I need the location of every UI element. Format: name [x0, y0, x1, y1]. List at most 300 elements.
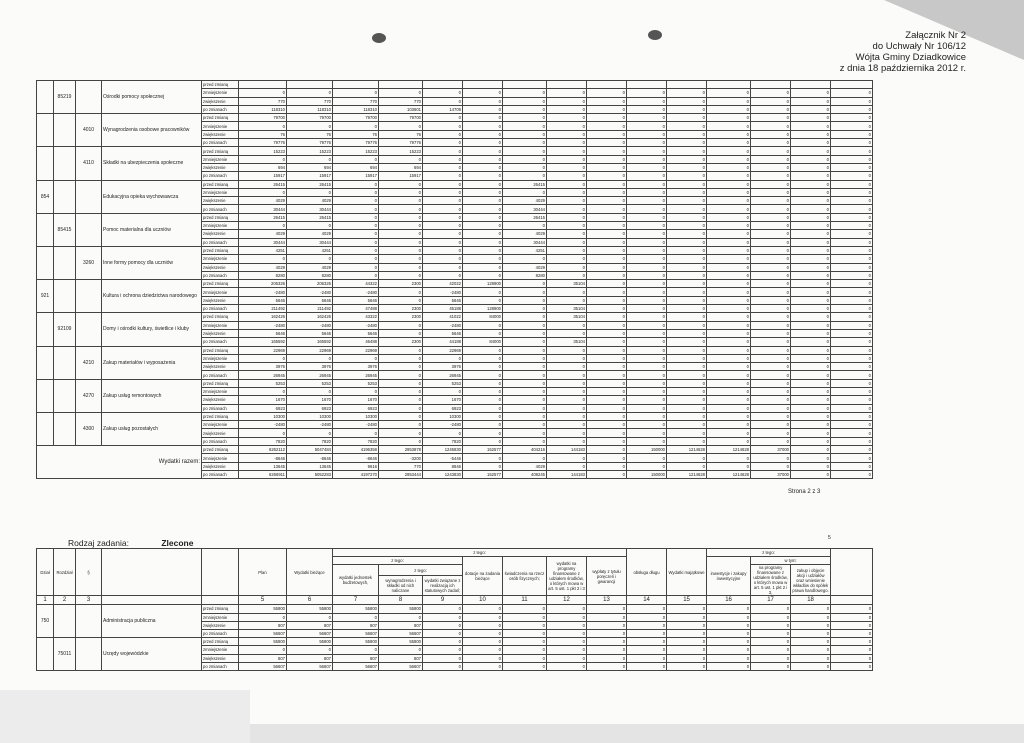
value-cell: 0 — [831, 454, 873, 462]
value-cell: 13645 — [239, 462, 287, 470]
value-cell: 0 — [423, 646, 463, 654]
value-cell: 0 — [667, 89, 707, 97]
section-value: Zlecone — [161, 538, 194, 548]
value-cell: 22969 — [423, 346, 463, 354]
column-number: 18 — [791, 596, 831, 605]
value-cell: 0 — [791, 213, 831, 221]
value-cell: 0 — [547, 379, 587, 387]
value-cell: 0 — [587, 354, 627, 362]
value-cell: 0 — [791, 172, 831, 180]
table-row — [37, 246, 873, 254]
value-cell: 0 — [463, 387, 503, 395]
value-cell: 0 — [423, 188, 463, 196]
value-cell: 0 — [463, 147, 503, 155]
value-cell: 0 — [707, 205, 751, 213]
value-cell: 0 — [627, 613, 667, 621]
value-cell: 76 — [333, 130, 379, 138]
value-cell: 0 — [751, 387, 791, 395]
value-cell: 0 — [831, 605, 873, 613]
value-cell: 0 — [791, 379, 831, 387]
value-cell: 0 — [707, 321, 751, 329]
value-cell: 15917 — [379, 172, 423, 180]
value-cell: 0 — [751, 255, 791, 263]
total-label: Wydatki razem: — [37, 446, 202, 479]
value-cell: 26415 — [287, 213, 333, 221]
value-cell: 0 — [627, 163, 667, 171]
header-cell: § — [76, 549, 102, 596]
value-cell: 0 — [751, 139, 791, 147]
value-cell: 0 — [707, 263, 751, 271]
value-cell: 0 — [379, 255, 423, 263]
value-cell: 0 — [667, 371, 707, 379]
value-cell: 0 — [831, 346, 873, 354]
code-cell — [54, 346, 76, 379]
header-cell — [102, 549, 202, 596]
value-cell: 0 — [547, 454, 587, 462]
row-label: po zmianach — [202, 205, 239, 213]
header-cell: Plan — [239, 549, 287, 596]
value-cell: 0 — [333, 205, 379, 213]
value-cell: 0 — [627, 280, 667, 288]
value-cell: 0 — [333, 387, 379, 395]
value-cell: 13645 — [287, 462, 333, 470]
value-cell: 0 — [587, 230, 627, 238]
value-cell: 0 — [791, 205, 831, 213]
value-cell: 76 — [287, 130, 333, 138]
header-cell: z tego: — [379, 565, 463, 575]
value-cell: 0 — [463, 139, 503, 147]
row-label: zwiększenie — [202, 462, 239, 470]
value-cell: 0 — [423, 387, 463, 395]
value-cell: 118310 — [287, 105, 333, 113]
value-cell: 0 — [667, 205, 707, 213]
value-cell: 0 — [503, 404, 547, 412]
value-cell: 0 — [667, 263, 707, 271]
value-cell: 0 — [503, 638, 547, 646]
value-cell: 30444 — [503, 205, 547, 213]
value-cell: 0 — [627, 321, 667, 329]
value-cell: 44188 — [423, 338, 463, 346]
item-name: Wynagrodzenia osobowe pracowników — [102, 114, 202, 147]
value-cell: 0 — [751, 354, 791, 362]
value-cell: 0 — [751, 429, 791, 437]
value-cell: 0 — [831, 446, 873, 454]
value-cell: 0 — [791, 197, 831, 205]
value-cell: 0 — [587, 638, 627, 646]
column-number — [102, 596, 202, 605]
value-cell: 0 — [791, 621, 831, 629]
value-cell: 6923 — [287, 404, 333, 412]
code-cell: 4300 — [76, 412, 102, 445]
value-cell: 0 — [463, 230, 503, 238]
code-cell — [54, 379, 76, 412]
value-cell: 0 — [791, 654, 831, 662]
value-cell: 2300 — [379, 313, 423, 321]
value-cell: 0 — [831, 163, 873, 171]
code-cell — [76, 605, 102, 638]
value-cell: 0 — [667, 646, 707, 654]
value-cell: 0 — [587, 139, 627, 147]
value-cell: 0 — [423, 114, 463, 122]
row-label: zwiększenie — [202, 621, 239, 629]
value-cell: 694 — [239, 163, 287, 171]
value-cell: 55800 — [287, 638, 333, 646]
value-cell: 0 — [239, 429, 287, 437]
value-cell: 0 — [751, 197, 791, 205]
value-cell: 0 — [831, 313, 873, 321]
value-cell: 0 — [831, 396, 873, 404]
value-cell: 0 — [239, 222, 287, 230]
value-cell: 0 — [547, 654, 587, 662]
row-label: po zmianach — [202, 172, 239, 180]
value-cell: -8646 — [287, 454, 333, 462]
value-cell: 0 — [667, 462, 707, 470]
value-cell: 0 — [751, 454, 791, 462]
value-cell: 26945 — [287, 371, 333, 379]
value-cell: 807 — [239, 621, 287, 629]
value-cell: 5646 — [333, 296, 379, 304]
value-cell: 0 — [379, 429, 423, 437]
table-row — [37, 379, 873, 387]
value-cell: 0 — [627, 205, 667, 213]
value-cell: -2480 — [287, 421, 333, 429]
value-cell: 0 — [503, 321, 547, 329]
column-number: 3 — [76, 596, 102, 605]
value-cell: 0 — [547, 621, 587, 629]
code-cell — [37, 147, 54, 180]
value-cell: 0 — [239, 387, 287, 395]
value-cell: 22969 — [239, 346, 287, 354]
value-cell: 0 — [667, 271, 707, 279]
value-cell: 1214628 — [667, 446, 707, 454]
value-cell: 0 — [831, 89, 873, 97]
value-cell: 0 — [547, 404, 587, 412]
value-cell: 0 — [627, 180, 667, 188]
value-cell: 10300 — [239, 412, 287, 420]
value-cell: 0 — [463, 180, 503, 188]
value-cell: 0 — [463, 321, 503, 329]
value-cell: 37000 — [751, 446, 791, 454]
value-cell: 0 — [667, 230, 707, 238]
code-cell — [54, 605, 76, 638]
value-cell: 0 — [831, 280, 873, 288]
value-cell: 0 — [667, 638, 707, 646]
value-cell: 0 — [503, 288, 547, 296]
value-cell: 0 — [707, 605, 751, 613]
column-number: 13 — [587, 596, 627, 605]
value-cell: 0 — [463, 605, 503, 613]
value-cell: 0 — [831, 97, 873, 105]
value-cell: 0 — [503, 629, 547, 637]
value-cell: 144183 — [547, 470, 587, 478]
row-label: zwiększenie — [202, 197, 239, 205]
value-cell: 0 — [503, 371, 547, 379]
value-cell: 0 — [627, 654, 667, 662]
header-line: Załącznik Nr 2 — [905, 30, 966, 41]
value-cell: 0 — [379, 122, 423, 130]
value-cell: 0 — [503, 354, 547, 362]
code-cell — [37, 81, 54, 114]
row-label: po zmianach — [202, 404, 239, 412]
header-cell: w tym: — [751, 557, 831, 565]
value-cell: 0 — [791, 122, 831, 130]
value-cell: 0 — [587, 122, 627, 130]
value-cell: 0 — [707, 329, 751, 337]
value-cell: 6923 — [423, 404, 463, 412]
value-cell: 0 — [831, 371, 873, 379]
code-cell: 4010 — [76, 114, 102, 147]
value-cell: 0 — [463, 638, 503, 646]
row-label: przed zmianą — [202, 638, 239, 646]
item-name: Ośrodki pomocy społecznej — [102, 81, 202, 114]
value-cell: 0 — [791, 97, 831, 105]
value-cell: 0 — [379, 371, 423, 379]
value-cell: 165592 — [239, 338, 287, 346]
value-cell: 408245 — [503, 470, 547, 478]
value-cell: 0 — [707, 638, 751, 646]
value-cell: 0 — [547, 329, 587, 337]
value-cell: 0 — [547, 412, 587, 420]
value-cell: 0 — [463, 346, 503, 354]
value-cell: 0 — [707, 213, 751, 221]
value-cell: 0 — [547, 421, 587, 429]
value-cell: 0 — [333, 122, 379, 130]
value-cell: 0 — [423, 213, 463, 221]
value-cell: 0 — [463, 429, 503, 437]
value-cell: 0 — [547, 638, 587, 646]
value-cell: 206326 — [239, 280, 287, 288]
value-cell: 0 — [831, 412, 873, 420]
column-number: 14 — [627, 596, 667, 605]
table-row — [37, 114, 873, 122]
row-label: po zmianach — [202, 437, 239, 445]
value-cell: 0 — [547, 222, 587, 230]
value-cell: 807 — [287, 621, 333, 629]
value-cell: 6266911 — [239, 470, 287, 478]
value-cell: 0 — [463, 613, 503, 621]
value-cell: 0 — [627, 105, 667, 113]
column-number — [202, 596, 239, 605]
value-cell: 0 — [751, 396, 791, 404]
value-cell: 5253 — [423, 379, 463, 387]
header-cell: z tego: — [333, 549, 627, 557]
value-cell: 0 — [463, 437, 503, 445]
value-cell: 0 — [751, 130, 791, 138]
value-cell: 0 — [503, 421, 547, 429]
value-cell: 0 — [423, 354, 463, 362]
header-cell: inwestycje i zakupy inwestycyjne — [707, 557, 751, 596]
value-cell: 0 — [751, 305, 791, 313]
value-cell: 0 — [707, 338, 751, 346]
value-cell: 0 — [379, 387, 423, 395]
value-cell: 694 — [287, 163, 333, 171]
value-cell: 0 — [667, 180, 707, 188]
value-cell: 162426 — [239, 313, 287, 321]
value-cell: 0 — [547, 97, 587, 105]
value-cell: 0 — [463, 621, 503, 629]
value-cell: 0 — [707, 122, 751, 130]
value-cell: 0 — [791, 462, 831, 470]
value-cell: 0 — [831, 654, 873, 662]
value-cell: 0 — [627, 363, 667, 371]
value-cell: 0 — [707, 238, 751, 246]
punch-hole — [372, 33, 386, 43]
row-label: zmniejszenie — [202, 613, 239, 621]
code-cell — [54, 180, 76, 213]
value-cell: 0 — [503, 105, 547, 113]
value-cell: -5446 — [423, 454, 463, 462]
value-cell: 0 — [667, 346, 707, 354]
value-cell: 0 — [547, 605, 587, 613]
value-cell: 0 — [751, 122, 791, 130]
row-label: przed zmianą — [202, 246, 239, 254]
value-cell: 0 — [791, 329, 831, 337]
value-cell: 0 — [463, 238, 503, 246]
value-cell: 0 — [751, 172, 791, 180]
value-cell: 0 — [463, 205, 503, 213]
value-cell: 0 — [707, 654, 751, 662]
row-label: przed zmianą — [202, 605, 239, 613]
value-cell: 55800 — [379, 638, 423, 646]
value-cell: 4251 — [287, 246, 333, 254]
value-cell: 0 — [707, 646, 751, 654]
value-cell: -2480 — [239, 421, 287, 429]
value-cell: 0 — [463, 222, 503, 230]
value-cell: 0 — [627, 114, 667, 122]
value-cell: 0 — [627, 605, 667, 613]
header-cell: wydatki jednostek budżetowych, — [333, 565, 379, 596]
value-cell: 0 — [587, 605, 627, 613]
value-cell: 0 — [287, 89, 333, 97]
row-label: zwiększenie — [202, 396, 239, 404]
value-cell: 0 — [463, 130, 503, 138]
value-cell: 0 — [831, 130, 873, 138]
value-cell: 0 — [627, 379, 667, 387]
row-label: przed zmianą — [202, 446, 239, 454]
row-label: przed zmianą — [202, 412, 239, 420]
section-label: Rodzaj zadania: — [68, 538, 129, 548]
value-cell: 8846 — [423, 462, 463, 470]
value-cell: 0 — [239, 354, 287, 362]
value-cell: 0 — [751, 222, 791, 230]
row-label: po zmianach — [202, 305, 239, 313]
value-cell: 0 — [707, 271, 751, 279]
value-cell: 128900 — [463, 280, 503, 288]
value-cell: 0 — [791, 114, 831, 122]
value-cell: 0 — [379, 155, 423, 163]
value-cell: 0 — [463, 197, 503, 205]
value-cell: 0 — [667, 429, 707, 437]
value-cell: 0 — [707, 412, 751, 420]
value-cell: 0 — [423, 246, 463, 254]
value-cell: 0 — [627, 97, 667, 105]
value-cell: 0 — [239, 255, 287, 263]
value-cell: 0 — [667, 654, 707, 662]
value-cell: 0 — [791, 646, 831, 654]
value-cell: 0 — [547, 629, 587, 637]
value-cell: 44322 — [333, 280, 379, 288]
value-cell: 1670 — [239, 396, 287, 404]
value-cell: 0 — [463, 629, 503, 637]
value-cell — [547, 81, 587, 89]
value-cell: 0 — [587, 371, 627, 379]
value-cell: 0 — [751, 379, 791, 387]
code-cell — [37, 313, 54, 346]
header-cell: Rozdział — [54, 549, 76, 596]
value-cell: 56607 — [379, 662, 423, 670]
value-cell: 5646 — [333, 329, 379, 337]
value-cell: 0 — [751, 263, 791, 271]
value-cell: 0 — [667, 404, 707, 412]
value-cell: 0 — [627, 263, 667, 271]
value-cell: 0 — [503, 280, 547, 288]
value-cell: 0 — [627, 155, 667, 163]
value-cell: 0 — [791, 429, 831, 437]
value-cell: 0 — [587, 629, 627, 637]
value-cell: 0 — [379, 421, 423, 429]
value-cell: 0 — [627, 329, 667, 337]
value-cell: 0 — [587, 321, 627, 329]
value-cell: 0 — [627, 621, 667, 629]
value-cell: 0 — [503, 363, 547, 371]
value-cell: 0 — [791, 470, 831, 478]
value-cell: 5646 — [287, 329, 333, 337]
value-cell: 45188 — [423, 305, 463, 313]
value-cell: 0 — [587, 613, 627, 621]
column-number: 11 — [503, 596, 547, 605]
value-cell: 0 — [333, 255, 379, 263]
value-cell: 0 — [627, 222, 667, 230]
value-cell: 0 — [831, 255, 873, 263]
value-cell: 0 — [463, 163, 503, 171]
value-cell: 770 — [379, 462, 423, 470]
code-cell — [37, 213, 54, 246]
value-cell: 0 — [831, 387, 873, 395]
code-cell — [76, 280, 102, 313]
value-cell: 0 — [587, 238, 627, 246]
value-cell: 0 — [707, 139, 751, 147]
value-cell: 0 — [463, 172, 503, 180]
value-cell: 56607 — [333, 662, 379, 670]
value-cell: 0 — [503, 313, 547, 321]
value-cell: -2480 — [423, 421, 463, 429]
value-cell: 0 — [627, 629, 667, 637]
table-row — [37, 147, 873, 155]
value-cell: 0 — [423, 613, 463, 621]
expenditure-table — [36, 80, 873, 479]
value-cell: 0 — [587, 89, 627, 97]
value-cell: 7820 — [333, 437, 379, 445]
value-cell: 0 — [423, 222, 463, 230]
value-cell: 0 — [751, 288, 791, 296]
value-cell: 0 — [547, 462, 587, 470]
row-label: zwiększenie — [202, 130, 239, 138]
value-cell: 0 — [751, 621, 791, 629]
value-cell: 0 — [831, 338, 873, 346]
code-cell — [76, 213, 102, 246]
row-label: po zmianach — [202, 238, 239, 246]
value-cell: 0 — [831, 114, 873, 122]
value-cell: 0 — [503, 396, 547, 404]
row-label: zmniejszenie — [202, 122, 239, 130]
value-cell: -3200 — [379, 454, 423, 462]
value-cell: 0 — [831, 246, 873, 254]
value-cell: 0 — [707, 437, 751, 445]
value-cell: 0 — [751, 662, 791, 670]
row-label: zwiększenie — [202, 296, 239, 304]
value-cell: 0 — [831, 437, 873, 445]
value-cell: 0 — [667, 329, 707, 337]
